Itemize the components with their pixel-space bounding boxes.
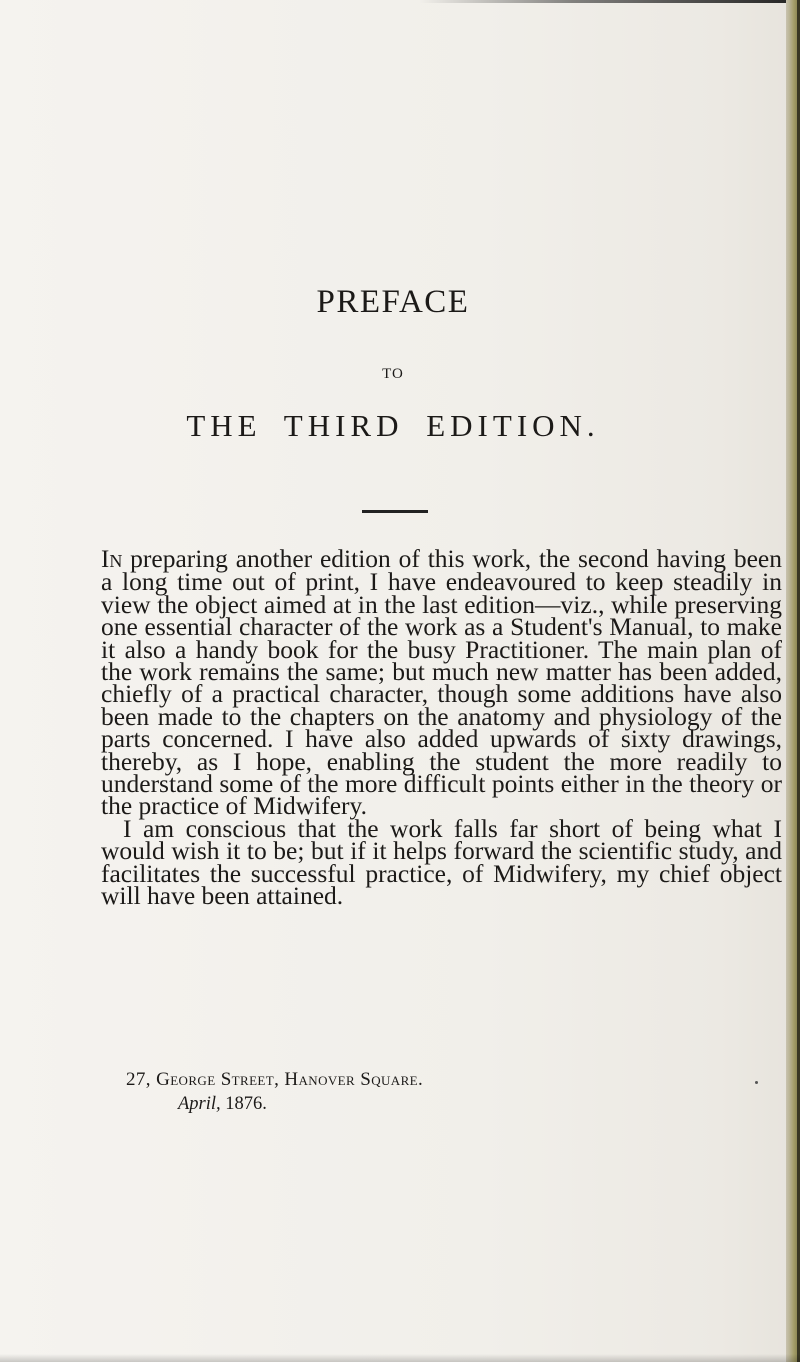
preface-body [101, 544, 782, 911]
paragraph-1 [101, 544, 782, 821]
paragraph-1-lead: In [101, 546, 123, 573]
paragraph-1-text: preparing another edition of this work, the second having been a long time out of print, I have endeavoured to keep steadily in view the object aimed at in the last edition—viz., while preserving one essential character of the work as a Student's Manual, to make it also a handy book for the busy Practitioner. The main plan of the work remains the same; but much new matter has been added, chiefly of a practical character, though some additions have also been made to the chapters on the anatomy and physiology of the parts concerned. I have also added upwards of sixty drawings, thereby, as I hope, enabling the student the more readily to understand some of the more difficult points either in the theory or the practice of Midwifery. [101, 544, 782, 821]
signature-date [178, 1094, 267, 1115]
preface-to: TO [382, 366, 404, 382]
date-year: 1876. [220, 1094, 267, 1114]
address-text: 27, George Street, Hanover Square. [126, 1069, 424, 1090]
preface-title: PREFACE [316, 284, 470, 320]
top-edge-rule [420, 0, 800, 3]
bottom-edge-shadow [0, 1354, 800, 1362]
ink-speck [755, 1081, 758, 1084]
paragraph-2: I am conscious that the work falls far short of being what I would wish it to be; but if it helps forward the scientific study, and facilitates the successful practice, of Midwifery, my chief object will have been attained. [101, 813, 782, 911]
section-divider [362, 510, 428, 513]
edition-subtitle: THE THIRD EDITION. [186, 408, 600, 443]
date-month: April, [178, 1094, 221, 1114]
signature-address [126, 1069, 423, 1091]
